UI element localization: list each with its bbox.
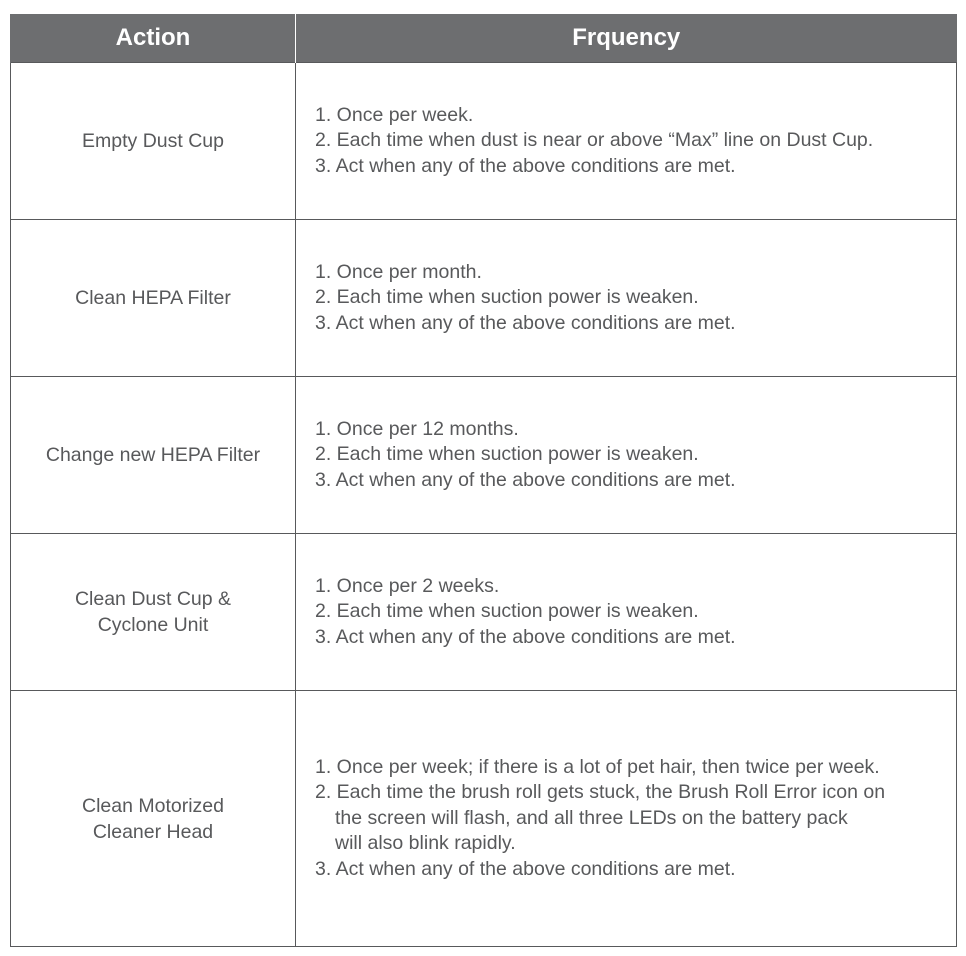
list-item: 2. Each time when suction power is weaken.	[315, 600, 699, 623]
list-item: 3. Act when any of the above conditions are met.	[315, 857, 736, 880]
list-item: 3. Act when any of the above conditions are met.	[315, 468, 736, 491]
list-item: 1. Once per week; if there is a lot of pet hair, then twice per week.	[315, 755, 880, 778]
table-row	[11, 377, 957, 534]
action-label-line: Cleaner Head	[92, 820, 214, 843]
list-item-continuation: will also blink rapidly.	[335, 832, 516, 855]
action-cell	[11, 220, 296, 377]
table-row	[11, 534, 957, 691]
frequency-list	[315, 417, 948, 494]
maintenance-table	[10, 14, 957, 947]
table-row	[11, 691, 957, 947]
list-item: 1. Once per 2 weeks.	[315, 574, 500, 597]
table-row	[11, 63, 957, 220]
list-item: 2. Each time when suction power is weaken.	[315, 443, 699, 466]
list-item: 1. Once per week.	[315, 103, 474, 126]
action-cell	[11, 377, 296, 534]
frequency-list	[315, 260, 948, 337]
list-item: 1. Once per month.	[315, 260, 482, 283]
action-label-line: Cyclone Unit	[97, 614, 209, 636]
action-cell	[11, 63, 296, 220]
list-item: 2. Each time when suction power is weaken.	[315, 286, 699, 309]
frequency-cell	[296, 377, 957, 534]
header-action: Action	[11, 14, 296, 63]
table-row	[11, 220, 957, 377]
action-cell	[11, 534, 296, 691]
list-item: 1. Once per 12 months.	[315, 417, 519, 440]
action-label: Clean HEPA Filter	[75, 287, 231, 309]
header-frequency: Frquency	[296, 14, 957, 63]
action-cell	[11, 691, 296, 947]
list-item: 3. Act when any of the above conditions are met.	[315, 311, 736, 334]
list-item: 2. Each time when dust is near or above “Max” line on Dust Cup.	[315, 129, 874, 152]
action-label: Empty Dust Cup	[82, 130, 224, 152]
list-item-line: 2. Each time the brush roll gets stuck, the Brush Roll Error icon on	[315, 781, 886, 804]
frequency-cell	[296, 63, 957, 220]
list-item-continuation: the screen will flash, and all three LEDs on the battery pack	[335, 806, 848, 829]
frequency-cell	[296, 534, 957, 691]
action-label: Change new HEPA Filter	[45, 444, 261, 466]
action-label-line: Clean Dust Cup &	[74, 588, 232, 610]
action-label-line: Clean Motorized	[82, 794, 224, 817]
list-item: 3. Act when any of the above conditions are met.	[315, 154, 736, 177]
frequency-list	[315, 574, 948, 651]
frequency-list	[315, 755, 948, 883]
list-item: 3. Act when any of the above conditions are met.	[315, 625, 736, 648]
list-item	[315, 780, 948, 857]
frequency-cell	[296, 691, 957, 947]
frequency-list	[315, 103, 948, 180]
header-row	[11, 14, 957, 63]
frequency-cell	[296, 220, 957, 377]
